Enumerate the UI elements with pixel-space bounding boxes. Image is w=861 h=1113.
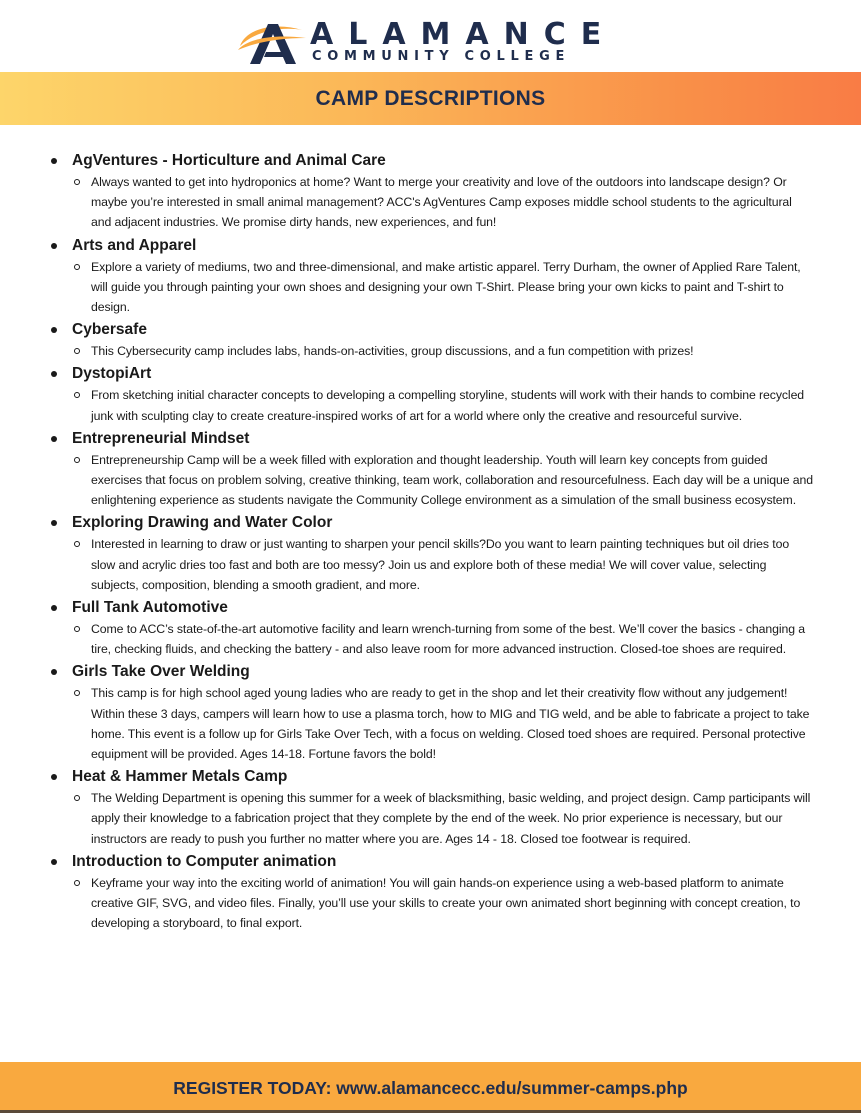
bullet-icon [51, 436, 57, 442]
camp-description: The Welding Department is opening this summer for a week of blacksmithing, basic welding, and project design. Camp participants will apply their knowledge to a fabrication project that they complete by the end of the week. No prior experience is necessary, but our instructors are ready to push you further no matter where you are. Ages 14 - 18. Closed toe footwear is required. [91, 791, 811, 846]
camp-item [0, 235, 861, 318]
camp-item [0, 851, 861, 934]
sub-bullet-icon [74, 179, 80, 185]
college-logo [236, 14, 616, 70]
bullet-icon [51, 774, 57, 780]
camp-description: Come to ACC’s state-of-the-art automotive facility and learn wrench-turning from some of the best. We’ll cover the basics - changing a tire, checking fluids, and checking the battery - and also leave room for more advanced instruction. Closed-toe shoes are required. [91, 622, 806, 657]
sub-bullet-icon [74, 348, 80, 354]
alamance-a-logo-icon [236, 16, 308, 66]
camp-description: Explore a variety of mediums, two and three-dimensional, and make artistic apparel. Terry Durham, the owner of Applied Rare Talent, will guide you through painting your own shoes and designing your own T-Shirt. Please bring your own kicks to paint and T-shirt to design. [91, 259, 801, 315]
sub-bullet-icon [74, 392, 80, 398]
logo-subtitle: COMMUNITY COLLEGE [312, 49, 571, 64]
camp-title: DystopiArt [72, 365, 152, 383]
sub-bullet-icon [74, 541, 80, 547]
sub-bullet-icon [74, 795, 80, 801]
camp-title: Cybersafe [72, 321, 147, 339]
camp-item [0, 661, 861, 764]
sub-bullet-icon [74, 690, 80, 696]
camp-item [0, 150, 861, 233]
bullet-icon [51, 371, 57, 377]
camp-description: This Cybersecurity camp includes labs, hands-on-activities, group discussions, and a fun competition with prizes! [91, 344, 694, 359]
camp-item [0, 428, 861, 511]
sub-bullet-icon [74, 626, 80, 632]
camp-item [0, 597, 861, 659]
camp-item [0, 363, 861, 425]
camp-description: From sketching initial character concepts to developing a compelling storyline, students will work with their hands to combine recycled junk with sculpting clay to create creature-inspired works of art for a world where only the creative and resourceful survive. [91, 388, 805, 423]
camp-description: This camp is for high school aged young ladies who are ready to get in the shop and let their creativity flow without any judgement! Within these 3 days, campers will learn how to use a plasma torch, how to MIG and TIG weld, and be able to fabricate a project to take home. This event is a follow up for Girls Take Over Tech, with a focus on welding. Closed toed shoes are required. Personal protective equipment will be provided. Ages 14-18. Fortune favors the bold! [91, 686, 810, 762]
register-link-text[interactable]: REGISTER TODAY: www.alamancecc.edu/summer-camps.php [173, 1077, 688, 1098]
camp-title: Arts and Apparel [72, 236, 197, 254]
camp-title: Girls Take Over Welding [72, 663, 250, 681]
camp-item [0, 766, 861, 849]
camp-list [0, 150, 861, 933]
bullet-icon [51, 243, 57, 249]
camp-title: Entrepreneurial Mindset [72, 429, 250, 447]
camp-title: AgVentures - Horticulture and Animal Care [72, 152, 386, 169]
bullet-icon [51, 520, 57, 526]
bullet-icon [51, 859, 57, 865]
page-title: CAMP DESCRIPTIONS [315, 86, 546, 110]
camp-title: Heat & Hammer Metals Camp [72, 768, 288, 786]
camp-description: Interested in learning to draw or just wanting to sharpen your pencil skills?Do you want to learn painting techniques but oil dries too slow and acrylic dries too fast and both are too messy? Join us and explore both of these media! We will cover value, selecting subjects, composition, blending a smooth gradient, and more. [91, 537, 790, 592]
camp-item [0, 319, 861, 361]
sub-bullet-icon [74, 264, 80, 270]
bullet-icon [51, 327, 57, 333]
camp-title: Exploring Drawing and Water Color [72, 514, 333, 532]
camp-title: Introduction to Computer animation [72, 852, 337, 870]
bullet-icon [51, 669, 57, 675]
camp-description: Keyframe your way into the exciting world of animation! You will gain hands-on experience using a web-based platform to animate creative GIF, SVG, and video files. Finally, you’ll use your skills to create your own animated short beginning with concept creation, to developing a storyboard, to final export. [91, 875, 801, 931]
bullet-icon [51, 158, 57, 164]
logo-name: ALAMANCE [310, 17, 617, 52]
camp-title: Full Tank Automotive [72, 599, 228, 617]
title-banner [0, 72, 861, 125]
camp-description: Always wanted to get into hydroponics at home? Want to merge your creativity and love of the outdoors into landscape design? Or maybe you’re interested in small animal management? ACC's AgVentures Camp exposes middle school students to the agricultural and adjacent industries. We promise dirty hands, new experiences, and fun! [91, 175, 792, 230]
register-footer [0, 1062, 861, 1113]
sub-bullet-icon [74, 880, 80, 886]
bullet-icon [51, 605, 57, 611]
camp-description: Entrepreneurship Camp will be a week filled with exploration and thought leadership. Youth will learn key concepts from guided exercises that focus on problem solving, creative thinking, team work, collaboration and resourcefulness. Each day will be a unique and enlightening experience as students navigate the Community College environment as a simulation of the small business ecosystem. [91, 452, 813, 508]
sub-bullet-icon [74, 457, 80, 463]
camp-item [0, 512, 861, 595]
